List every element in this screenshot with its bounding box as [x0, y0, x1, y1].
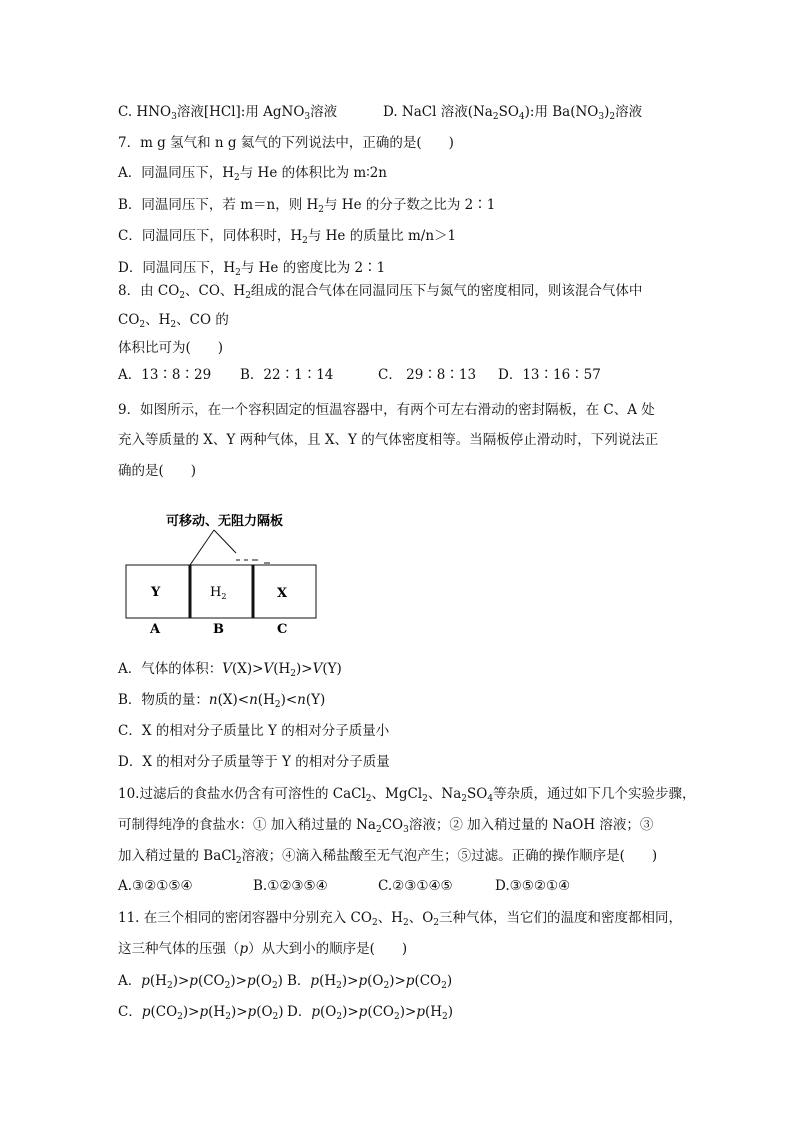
q9-stem-line2: 充入等质量的 X、Y 两种气体，且 X、Y 的气体密度相等。当隔板停止滑动时，下列说法正 [118, 432, 659, 448]
q9-option-d: D．X 的相对分子质量等于 Y 的相对分子质量 [118, 754, 390, 770]
label-b: B [213, 622, 224, 637]
q8-option-d: D．13∶16∶57 [498, 367, 601, 383]
q11-option-a: A．$p(H_2)>p(CO_2)>p(O_2)$ [118, 973, 283, 991]
q8-stem-line3: 体积比可为( ) [118, 340, 224, 356]
q11-option-d: D．$p(O_2)>p(CO_2)>p(H_2)$ [287, 1004, 454, 1022]
label-c: C [277, 622, 288, 637]
q8-option-c: C． 29∶8∶13 [378, 367, 477, 383]
q7-stem: 7．m g 氢气和 n g 氦气的下列说法中，正确的是( ) [118, 135, 454, 151]
pointer-dashes [236, 560, 270, 563]
caption-pointer-left [190, 530, 214, 565]
q11-option-c: C．$p(CO_2)>p(H_2)>p(O_2)$ [118, 1004, 284, 1022]
q9-option-c: C．X 的相对分子质量比 Y 的相对分子质量小 [118, 723, 390, 739]
box-x-label: X [277, 586, 288, 601]
partition-diagram [118, 505, 338, 640]
q8-option-a: A．13∶8∶29 [118, 367, 212, 383]
q8-option-b: B．22∶1∶14 [240, 367, 334, 383]
q6-option-c: C. $HNO_3$溶液[HCl]:用 AgNO$_3$溶液 [118, 104, 338, 122]
q9-option-a: A．气体的体积：$V(X)>V(H_2)>V(Y)$ [118, 661, 342, 679]
q9-stem-line1: 9．如图所示，在一个容积固定的恒温容器中，有两个可左右滑动的密封隔板，在 C、A 处 [118, 402, 655, 418]
q10-option-d: D.③⑤②①④ [495, 878, 571, 894]
q11-stem-line2: 这三种气体的压强（p）从大到小的顺序是( ) [118, 941, 408, 957]
q11-option-b: B．$p(H_2)>p(O_2)>p(CO_2)$ [287, 973, 453, 991]
q7-option-b: B．同温同压下，若 m＝n，则 $H_2$与 He 的分子数之比为 2∶1 [118, 197, 496, 215]
q10-stem-line1: 10.过滤后的食盐水仍含有可溶性的 CaCl$_2$、MgCl$_2$、$Na_2SO_4$等杂质，通过如下几个实验步骤， [118, 786, 696, 804]
label-a: A [150, 622, 161, 637]
diagram-caption: 可移动、无阻力隔板 [166, 514, 284, 529]
box-h2-label: $H_2$ [210, 585, 227, 601]
q10-stem-line2: 可制得纯净的食盐水：① 加入稍过量的 $Na_2CO_3$溶液；② 加入稍过量的 NaOH 溶液；③ [118, 817, 654, 835]
q8-stem-line2: $CO_2$、$H_2$、CO 的 [118, 312, 229, 330]
q11-stem-line1: 11. 在三个相同的密闭容器中分别充入 $CO_2$、$H_2$、$O_2$三种气体，当它们的温度和密度都相同， [118, 910, 683, 928]
caption-pointer-right [214, 530, 236, 553]
q7-option-a: A．同温同压下，$H_2$与 He 的体积比为 m∶2n [118, 165, 387, 183]
q10-stem-line3: 加入稍过量的 BaCl$_2$溶液；④滴入稀盐酸至无气泡产生；⑤过滤。正确的操作顺序是( ) [118, 848, 658, 866]
q10-option-b: B.①②③⑤④ [253, 878, 328, 894]
q7-option-d: D．同温同压下，$H_2$与 He 的密度比为 2∶1 [118, 260, 386, 278]
q7-option-c: C．同温同压下，同体积时，$H_2$与 He 的质量比 m/n＞1 [118, 228, 457, 246]
q10-option-c: C.②③①④⑤ [378, 878, 453, 894]
q8-stem-line1: 8．由 $CO_2$、CO、$H_2$组成的混合气体在同温同压下与氮气的密度相同，则该混合气体中 [118, 283, 643, 301]
q10-option-a: A.③②①⑤④ [118, 878, 193, 894]
q6-option-d: D. NaCl 溶液$(Na_2SO_4)$:用 $Ba(NO_3)_2$溶液 [383, 104, 643, 122]
q9-option-b: B．物质的量：$n(X)<n(H_2)<n(Y)$ [118, 692, 326, 710]
box-y-label: Y [151, 585, 161, 600]
q9-stem-line3: 确的是( ) [118, 463, 197, 479]
